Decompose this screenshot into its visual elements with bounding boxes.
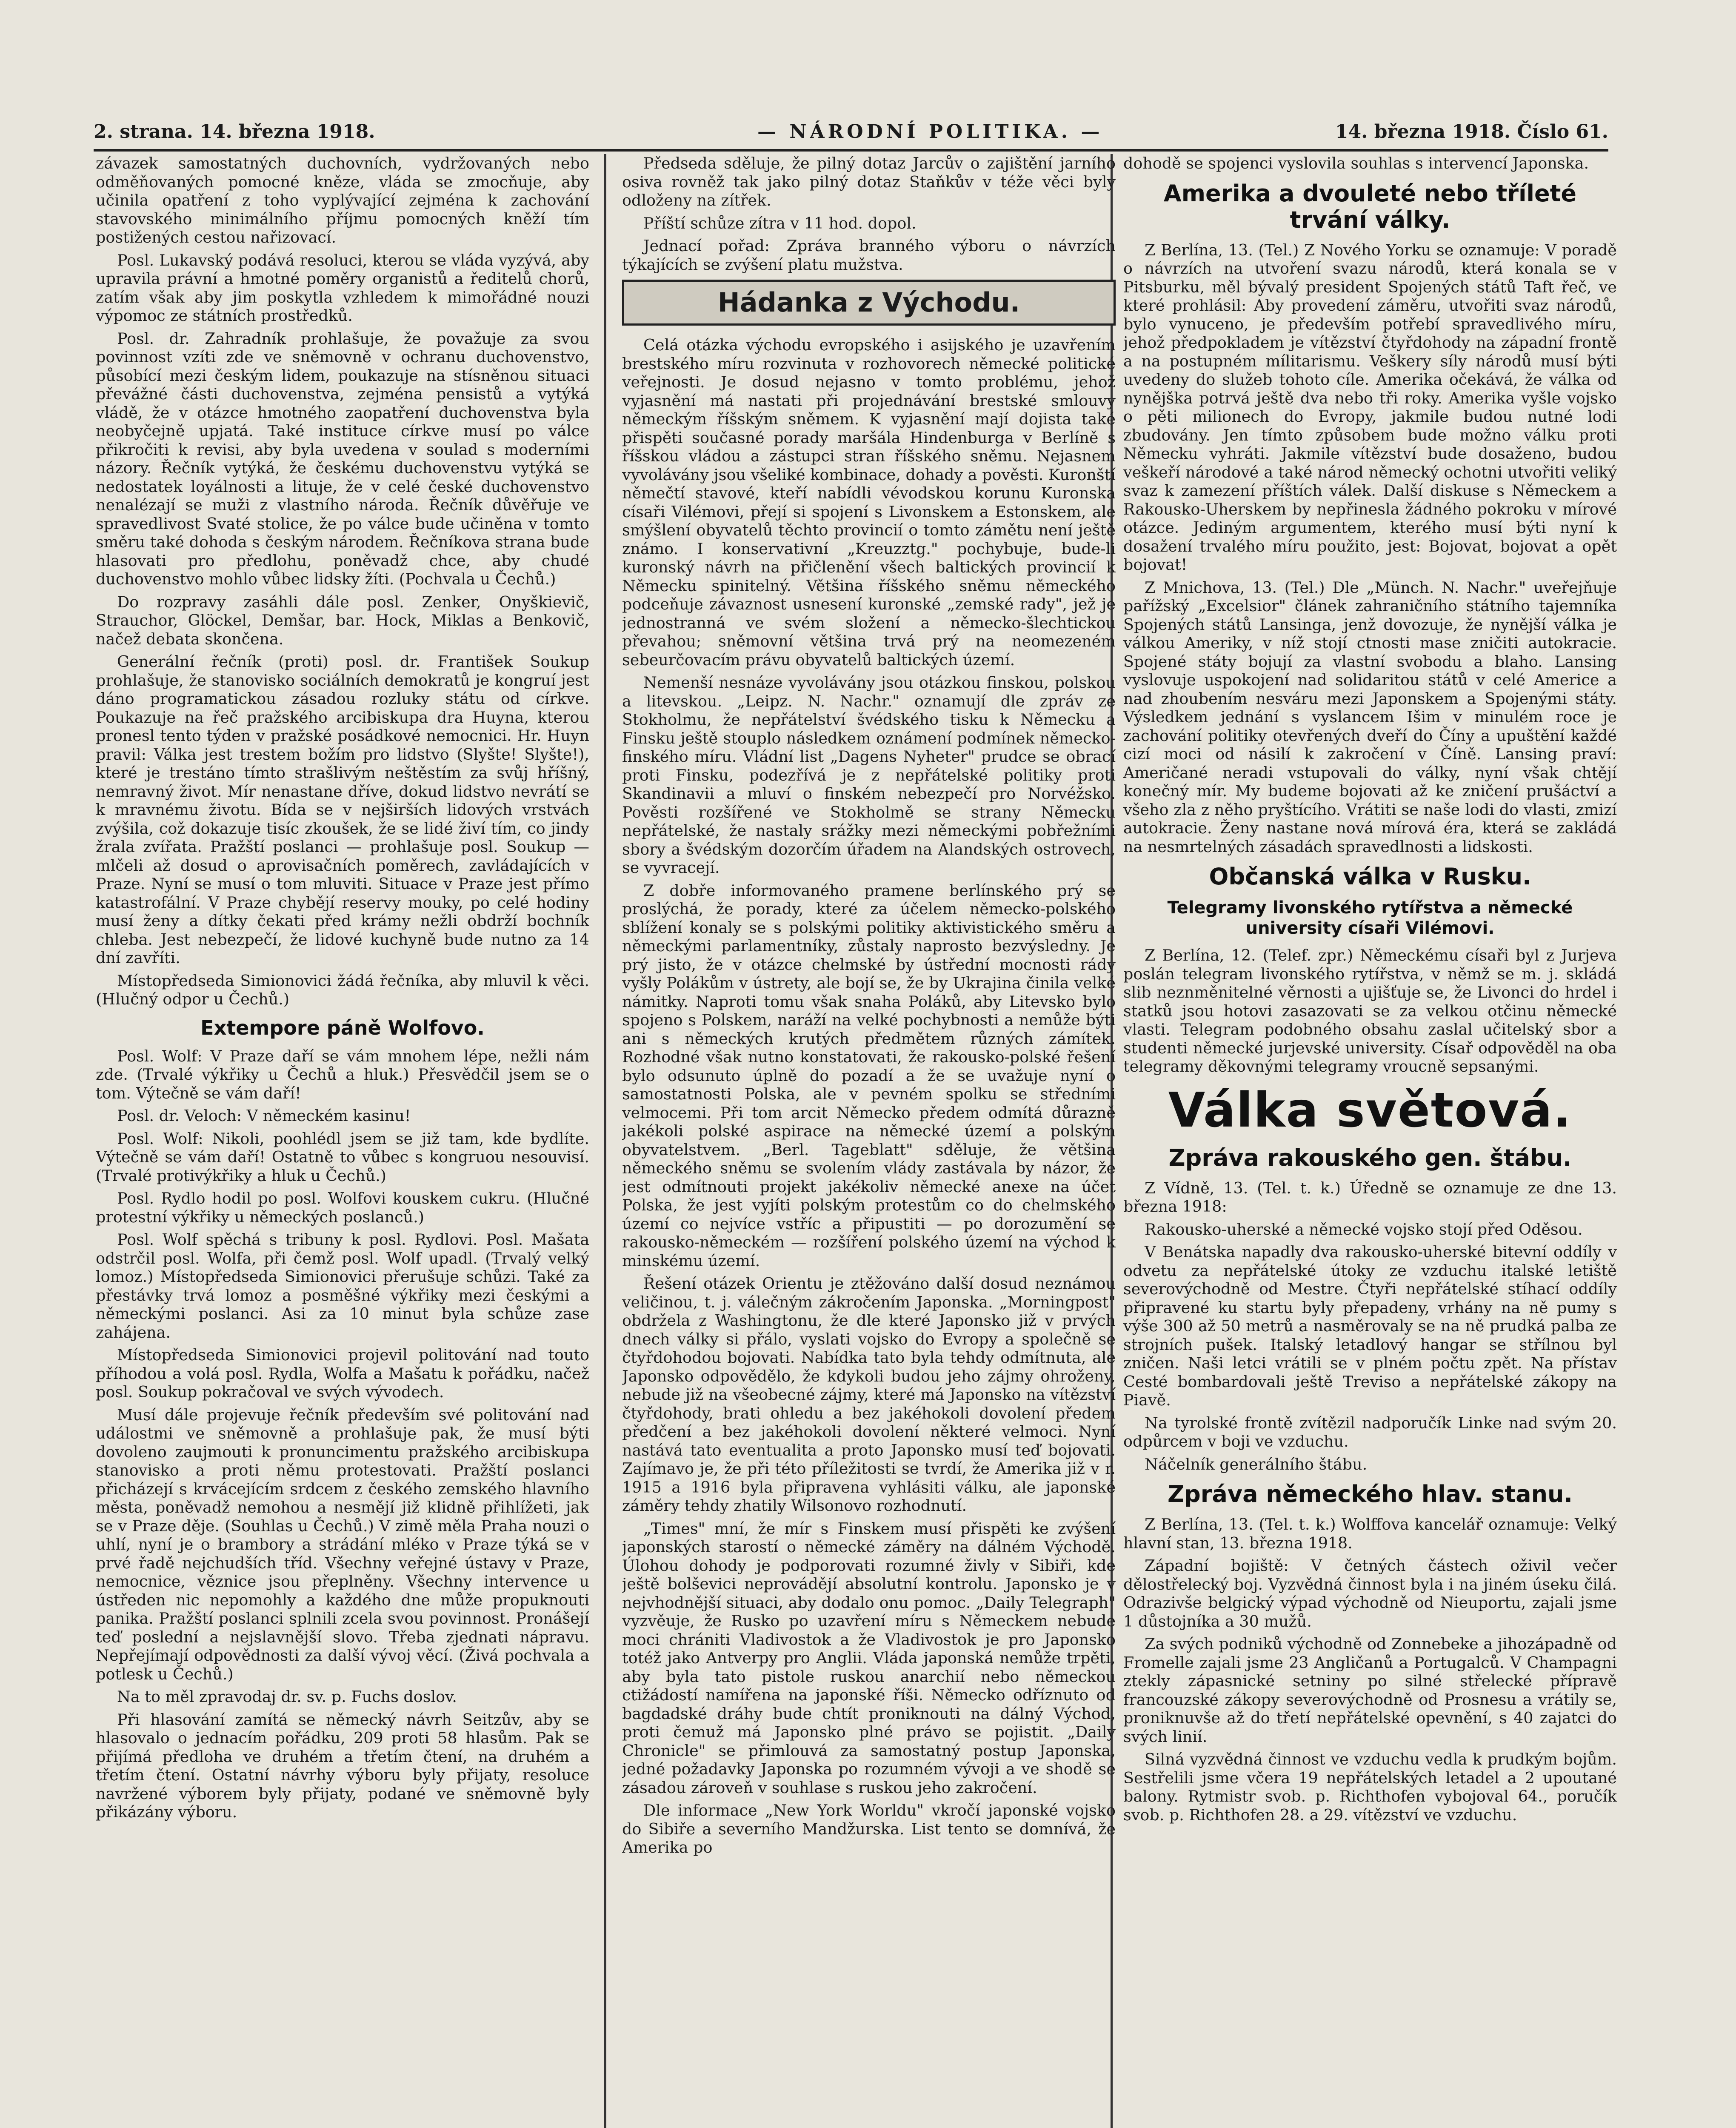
paragraph: Do rozpravy zasáhli dále posl. Zenker, Onyškievič, Strauchor, Glöckel, Demšar, bar. Hock, Miklas a Benkovič, načež debata skončena. [96, 592, 589, 648]
paragraph: Z Vídně, 13. (Tel. t. k.) Úředně se oznamuje ze dne 13. března 1918: [1123, 1178, 1617, 1216]
section-heading: Extempore páně Wolfovo. [200, 1016, 485, 1039]
paragraph: Z dobře informovaného pramene berlínského prý se proslýchá, že porady, které za účelem německo-polského sblížení konaly se s polskými politiky aktivistického směru a německými parlamentníky, zůstaly naprosto bezvýsledny. Je prý jisto, že v otázce chelmské by ústřední mocnosti rády vyšly Polákům v ústrety, ale bojí se, že by Ukrajina činila velké námitky. Naproti tomu však snaha Poláků, aby Litevsko bylo spojeno s Polskem, naráží na velké pochybnosti a nemůže býti ani s německých krutých předmětem různých zámítek. Rozhodné však nutno konstatovati, že rakousko-polské řešení bylo odsunuto úplně do pozadí a že se uvažuje nyní o samostatnosti Polska, ale v pevném spolku se středními velmocemi. Při tom arcit Německo předem odmítá důrazně jakékoli polské aspirace na německé území a polským obyvatelstvem. „Berl. Tageblatt" sděluje, že většina německého sněmu se svolením vlády zastávala by názor, že jest odmítnouti projekt jakékoliv německé anexe na účet Polska, že jest vyjíti polským protestům co do chelmského území co nejvíce vstříc a připustiti — po dorozumění se rakousko-německém — rozšíření polského území na východ k minskému území. [622, 881, 1116, 1270]
paragraph: Při hlasování zamítá se německý návrh Seitzův, aby se hlasovalo o jednacím pořádku, 209 proti 58 hlasům. Pak se přijímá předloha ve druhém a třetím čtení, na druhém a třetím čtení. Ostatní návrhy výboru byly přijaty, resoluce navržené výborem byly přijaty, podané ve sněmovně byly přikázány výboru. [96, 1710, 589, 1821]
article-title: Zpráva rakouského gen. štábu. [1168, 1144, 1572, 1171]
paragraph: Posl. dr. Zahradník prohlašuje, že považuje za svou povinnost vzíti zde ve sněmovně v ochranu duchovenstvo, působící mezi českým lidem, poukazuje na stísněnou situaci převážné části duchovenstva, zejména pensistů a vytýká vládě, že v otázce hmotného zaopatření duchovenstva byla neobyčejně upjatá. Také instituce církve musí po válce přikročiti k revisi, aby byla uvedena v soulad s moderními názory. Řečník vytýká, že českému duchovenstvu vytýká se nedostatek loyálnosti a lituje, že v celé české duchovenstvo nenalézají se muži z vlastního národa. Řečník důvěřuje ve spravedlivost Svaté stolice, že po válce bude učiněna v tomto směru také dohoda s českým národem. Řečníkova strana bude hlasovati pro předlohu, poněvadž chce, aby chudé duchovenstvo mohlo vůbec lidsky žíti. (Pochvala u Čechů.) [96, 329, 589, 588]
paragraph: Generální řečník (proti) posl. dr. František Soukup prohlašuje, že stanovisko sociálních demokratů je kongruí jest dáno programatickou zásadou rozluky státu od církve. Poukazuje na řeč pražského arcibiskupa dra Huyna, kterou pronesl tento týden v pražské posádkové nemocnici. Hr. Huyn pravil: Válka jest trestem božím pro lidstvo (Slyšte! Slyšte!), které je trestáno tímto strašlivým neštěstím za svůj hříšný, nemravný život. Mír nenastane dříve, dokud lidstvo nevrátí se k mravnému životu. Bída se v nejširších lidových vrstvách zvýšila, což dokazuje tisíc zkoušek, že se lidé živí tím, co jindy žrala zvířata. Pražští poslanci — prohlašuje posl. Soukup — mlčeli až dosud o aprovisačních poměrech, zavládajících v Praze. Nyní se musí o tom mluviti. Situace v Praze jest přímo katastrofální. V Praze chybějí reservy mouky, po celé hodiny musí ženy a dítky čekati před krámy nežli obdrží bochník chleba. Jest nebezpečí, že lidové kuchyně bude nutno za 14 dní zavříti. [96, 652, 589, 967]
column-1 [96, 154, 589, 2128]
column-2 [622, 154, 1116, 2128]
paragraph: Příští schůze zítra v 11 hod. dopol. [643, 214, 917, 232]
paragraph: Místopředseda Simionovici projevil politování nad touto příhodou a volá posl. Rydla, Wolfa a Mašatu k pořádku, načež posl. Soukup pokračoval ve svých vývodech. [96, 1346, 589, 1401]
page-header [94, 115, 1608, 152]
article-subtitle: Telegramy livonského rytířstva a německé university císaři Vilémovi. [1167, 898, 1573, 938]
paragraph: V Benátska napadly dva rakousko-uherské bitevní oddíly v odvetu za nepřátelské útoky ze vzduchu italské letiště severovýchodně od Mestre. Čtyři nepřátelské stíhací oddíly připravené ku startu byly přepadeny, vrhány na ně pumy s výše 300 až 50 metrů a nasměrovaly se na ně prudká palba ze strojních pušek. Italský letadlový hangar se střílnou byl zničen. Naši letci vrátili se v plném počtu zpět. Na přístav Cesté bombardovali ještě Treviso a nepřátelské zákopy na Piavě. [1123, 1243, 1617, 1409]
paragraph: Řešení otázek Orientu je ztěžováno další dosud neznámou veličinou, t. j. válečným zákročením Japonska. „Morningpost" obdržela z Washingtonu, že dle které Japonsko již v prvých dnech války si přálo, vyslati vojsko do Evropy a společně se čtyřdohodou bojovati. Nabídka tato byla tehdy odmítnuta, ale Japonsko odpovědělo, že kdykoli budou jeho zájmy ohroženy, nebude již na všeobecné zájmy, které má Japonsko na vítězství čtyřdohody, brati ohledu a bez jakéhokoli dovolení předem předčení a bez jakéhokoli dovolení některé velmoci. Nyní nastává tato eventualita a proto Japonsko musí teď bojovati. Zajímavo je, že při této příležitosti se tvrdí, že Amerika již v r. 1915 a 1916 byla připravena vyhlásiti válku, ale japonské záměry tehdy zhatily Wilsonovo rozhodnutí. [622, 1274, 1116, 1515]
paragraph: Rakousko-uherské a německé vojsko stojí před Oděsou. [1145, 1220, 1583, 1238]
article-title: Zpráva německého hlav. stanu. [1167, 1481, 1573, 1507]
paragraph: Nemenší nesnáze vyvolávány jsou otázkou finskou, polskou a litevskou. „Leipz. N. Nachr." oznamují dle zpráv ze Stokholmu, že nepřátelství švédského tisku k Německu a Finsku ještě stouplo následkem oznámení podmínek německo-finského míru. Vládní list „Dagens Nyheter" prudce se obrací proti Finsku, podezřívá je z nepřátelské politiky proti Skandinavii a mluví o finském nebezpečí pro Norvéžsko. Pověsti rozšířené ve Stokholmě se strany Německu nepřátelské, že nastaly srážky mezi německými pobřežními sbory a švédským dozorčím úřadem na Alandských ostrovech, se vyvracejí. [622, 673, 1116, 877]
paragraph: Posl. Wolf spěchá s tribuny k posl. Rydlovi. Posl. Mašata odstrčil posl. Wolfa, při čemž posl. Wolf upadl. (Trvalý velký lomoz.) Místopředseda Simionovici přerušuje schůzi. Také za přestávky trvá lomoz a posměšné výkřiky mezi českými a německými poslanci. Asi za 10 minut byla schůze zase zahájena. [96, 1230, 589, 1341]
paragraph: Z Berlína, 13. (Tel. t. k.) Wolffova kancelář oznamuje: Velký hlavní stan, 13. března 1918. [1123, 1515, 1617, 1552]
paragraph: Posl. Wolf: V Praze daří se vám mnohem lépe, nežli nám zde. (Trvalé výkřiky u Čechů a hluk.) Přesvědčil jsem se o tom. Výtečně se vám daří! [96, 1047, 589, 1102]
paragraph: Dle informace „New York Worldu" vkročí japonské vojsko do Sibiře a severního Mandžurska. List tento se domnívá, že Amerika po [622, 1801, 1116, 1856]
paragraph: Za svých podniků východně od Zonnebeke a jihozápadně od Fromelle zajali jsme 23 Angličanů a Portugalců. V Champagni ztekly zápasnické setniny po silné střelecké přípravě francouzské zákopy severovýchodně od Prosnesu a vrátily se, proniknuvše až do třetí nepřátelské opevnění, s 40 zajatci do svých linií. [1123, 1635, 1617, 1746]
paragraph: Z Berlína, 12. (Telef. zpr.) Německému císaři byl z Jurjeva poslán telegram livonského rytířstva, v němž se m. j. skládá slib neznměnitelné věrnosti a ujišťuje se, že Livonci do hrdel i statků jsou hotovi zasazovati se za velkou otčinu německé vlasti. Telegram podobného obsahu zaslal učitelský sbor a studenti německé jurjevské university. Císař odpověděl na oba telegramy děkovnými telegramy vroucně sepsanými. [1123, 946, 1617, 1075]
paragraph: Z Berlína, 13. (Tel.) Z Nového Yorku se oznamuje: V poradě o návrzích na utvoření svazu národů, která konala se v Pitsburku, měl bývalý president Spojených států Taft řeč, ve které prohlásil: Aby provedení záměru, utvořiti svaz národů, bylo vynuceno, je především potřebí spravedlivého míru, jehož předpokladem je vítězství čtyřdohody na západní frontě a na postupném mílitarismu. Veškery síly národů musí býti uvedeny do služeb tohoto cíle. Amerika očekává, že válka od nynějška potrvá ještě dva nebo tři roky. Amerika vyšle vojsko o pěti milionech do Evropy, jakmile budou nutné lodi zbudovány. Jen tímto způsobem bude možno válku proti Německu vyhráti. Jakmile vítězství bude dosaženo, budou veškeří národové a také národ německý ochotni utvořiti veliký svaz k zamezení příštích válek. Další diskuse s Německem a Rakousko-Uherskem by nepřinesla žádného pokroku v mírové otázce. Jediným argumentem, kterého musí býti nyní k dosažení trvalého míru použito, jest: Bojovat, bojovat a opět bojovat! [1123, 240, 1617, 574]
paragraph: Posl. dr. Veloch: V německém kasinu! [117, 1107, 411, 1125]
paragraph: Předseda sděluje, že pilný dotaz Jarcův o zajištění jarního osiva rovněž tak jako pilný dotaz Staňkův v téže věci byly odloženy na zítřek. [622, 154, 1116, 209]
paragraph: „Times" mní, že mír s Finskem musí přispěti ke zvýšení japonských starostí o německé záměry na dálném Východě. Úlohou dohody je podporovati rozumné živly v Sibiři, kde ještě bolševici neprovádějí absolutní kontrolu. Japonsko je v nejvhodnější situaci, aby dodalo onu pomoc. „Daily Telegraph" vyzvěuje, že Rusko po uzavření míru s Německem nebude moci chrániti Vladivostok a že Vladivostok je pro Japonsko totéž jako Antverpy pro Anglii. Vláda japonská nemůže trpěti, aby byla tato pistole ruskou anarchií nebo německou ctižádostí namířena na japonské říši. Německo odříznuto od bagdadské dráhy bude chtít proniknouti na dálný Východ, proti čemuž má Japonsko plné právo se pojistit. „Daily Chronicle" se přimlouvá za samostatný postup Japonska, jedné požadavky Japonska po rozumném vývoji a ve shodě se zásadou zároveň v souhlase s ruskou jeho zakročení. [622, 1519, 1116, 1797]
masthead-title: — NÁRODNÍ POLITIKA. — [757, 121, 1103, 143]
paragraph: Posl. Lukavský podává resoluci, kterou se vláda vyzývá, aby upravila právní a hmotné poměry organistů a ředitelů chorů, zatím však aby jim poskytla vzhledem k mimořádné nouzi výpomoc ze státních prostředků. [96, 251, 589, 325]
article-title: Hádanka z Východu. [622, 280, 1116, 326]
column-divider [604, 154, 606, 2128]
header-page-date: 2. strana. 14. března 1918. [94, 121, 375, 143]
paragraph: Posl. Wolf: Nikoli, poohlédl jsem se již tam, kde bydlíte. Výtečně se vám daří! Ostatně to vůbec s kongruou nesouvisí. (Trvalé protivýkřiky a hluk u Čechů.) [96, 1129, 589, 1185]
article-title: Amerika a dvouleté nebo tříleté trvání války. [1163, 180, 1577, 233]
paragraph: dohodě se spojenci vyslovila souhlas s intervencí Japonska. [1123, 154, 1589, 172]
paragraph: Silná vyzvědná činnost ve vzduchu vedla k prudkým bojům. Sestřelili jsme včera 19 nepřátelských letadel a 2 upoutané balony. Rytmistr svob. p. Richthofen vybojoval 64., poručík svob. p. Richthofen 28. a 29. vítězství ve vzduchu. [1123, 1750, 1617, 1824]
article-title: Občanská válka v Rusku. [1209, 863, 1531, 890]
paragraph: Jednací pořad: Zpráva branného výboru o návrzích týkajících se zvýšení platu mužstva. [622, 237, 1116, 274]
paragraph: Musí dále projevuje řečník především své politování nad událostmi ve sněmovně a prohlašuje pak, že musí býti dovoleno zaujmouti k pronuncimentu pražského arcibiskupa stanovisko a proti němu protestovati. Pražští poslanci přicházejí s krvácejícím srdcem z českého zemského hlavního města, poněvadž nemohou a nesmějí již klidně přihlížeti, jak se v Praze děje. (Souhlas u Čechů.) V zimě měla Praha nouzi o uhlí, nyní je o brambory a strádání mléko v Praze týká se v prvé řadě nejchudších tříd. Všechny veřejné ústavy v Praze, nemocnice, věznice jsou přeplněny. Všechny intervence u ústředen nic nepomohly a každého dne může propuknouti panika. Pražští poslanci splnili zcela svou povinnost. Pronášejí teď poslední a nejslavnější slovo. Třeba zjednati nápravu. Nepřejímají odpovědnosti za další vývoj věcí. (Živá pochvala a potlesk u Čechů.) [96, 1405, 589, 1683]
section-banner: Válka světová. [1168, 1082, 1572, 1138]
paragraph: Místopředseda Simionovici žádá řečníka, aby mluvil k věci. (Hlučný odpor u Čechů.) [96, 971, 589, 1008]
signature: Náčelník generálního štábu. [1145, 1455, 1368, 1473]
paragraph: závazek samostatných duchovních, vydržovaných nebo odměňovaných pomocné kněze, vláda se zmocňuje, aby učinila opatření z toho vyplývající zejména k zachování stavovského minimálního příjmu pomocných kněží tím postižených cestou nařizovací. [96, 154, 589, 246]
paragraph: Posl. Rydlo hodil po posl. Wolfovi kouskem cukru. (Hlučné protestní výkřiky u německých poslanců.) [96, 1189, 589, 1226]
paragraph: Na to měl zpravodaj dr. sv. p. Fuchs doslov. [117, 1688, 457, 1706]
header-issue-number: 14. března 1918. Číslo 61. [1335, 121, 1608, 143]
paragraph: Z Mnichova, 13. (Tel.) Dle „Münch. N. Nachr." uveřejňuje pařížský „Excelsior" článek zahraničního státního tajemníka Spojených států Lansinga, jenž dovozuje, že nynější válka je válkou Ameriky, v níž stojí ctnosti mase zničiti autokracie. Spojené státy bojují za vlastní svobodu a blaho. Lansing vyslovuje uspokojení nad solidaritou států v celé Americe a nad zhoubením nesváru mezi Japonskem a Spojenými státy. Výsledkem jednání s vyslancem Išim v minulém roce je zachování politiky otevřených dveří do Číny a upuštění každé cizí moci od násilí k zakročení v Číně. Lansing praví: Američané neradi vstupovali do války, nyní však chtějí konečný mír. My budeme bojovati až ke zničení prušáctví a všeho zla z něho pryštícího. Vrátiti se naše lodi do vlasti, zmizí autokracie. Ženy nastane nová mírová éra, která se zakládá na nesmrtelných zásadách spravedlnosti a lidskosti. [1123, 578, 1617, 856]
paragraph: Na tyrolské frontě zvítězil nadporučík Linke nad svým 20. odpůrcem v boji ve vzduchu. [1123, 1413, 1617, 1450]
column-3 [1123, 154, 1617, 2128]
paragraph: Západní bojiště: V četných částech oživil večer dělostřelecký boj. Vyzvědná činnost byla i na jiném úseku čilá. Odrazivše belgický výpad východně od Nieuportu, zajali jsme 1 důstojníka a 30 mužů. [1123, 1556, 1617, 1630]
paragraph: Celá otázka východu evropského i asijského je uzavřením brestského míru rozvinuta v rozhovorech německé politické veřejnosti. Je dosud nejasno v tomto problému, jehož vyjasnění má nastati při projednávání brestské smlouvy německým říšským sněmem. K vyjasnění mají dojista také přispěti současné porady maršála Hindenburga v Berlíně s říšskou vládou a zástupci stran říšského sněmu. Nejasnem vyvolávány jsou všeliké kombinace, dohady a pověsti. Kuronští němečtí stavové, kteří nabídli vévodskou korunu Kuronska císaři Vilémovi, přejí si spojení s Livonskem a Estonskem, ale smýšlení obyvatelů těchto provincií o tomto zámětu není ještě známo. I konservativní „Kreuzztg." pochybuje, bude-li kuronský návrh na přičlenění všech baltických provincií k Německu spinitelný. Většina říšského sněmu německého podceňuje závaznost usnesení kuronské „zemské rady", jež je jednostranná ve svém složení a německo-šlechtickou převahou; sněmovní většina trvá prý na neomezeném sebeurčovacím právu obyvatelů baltických území. [622, 336, 1116, 669]
